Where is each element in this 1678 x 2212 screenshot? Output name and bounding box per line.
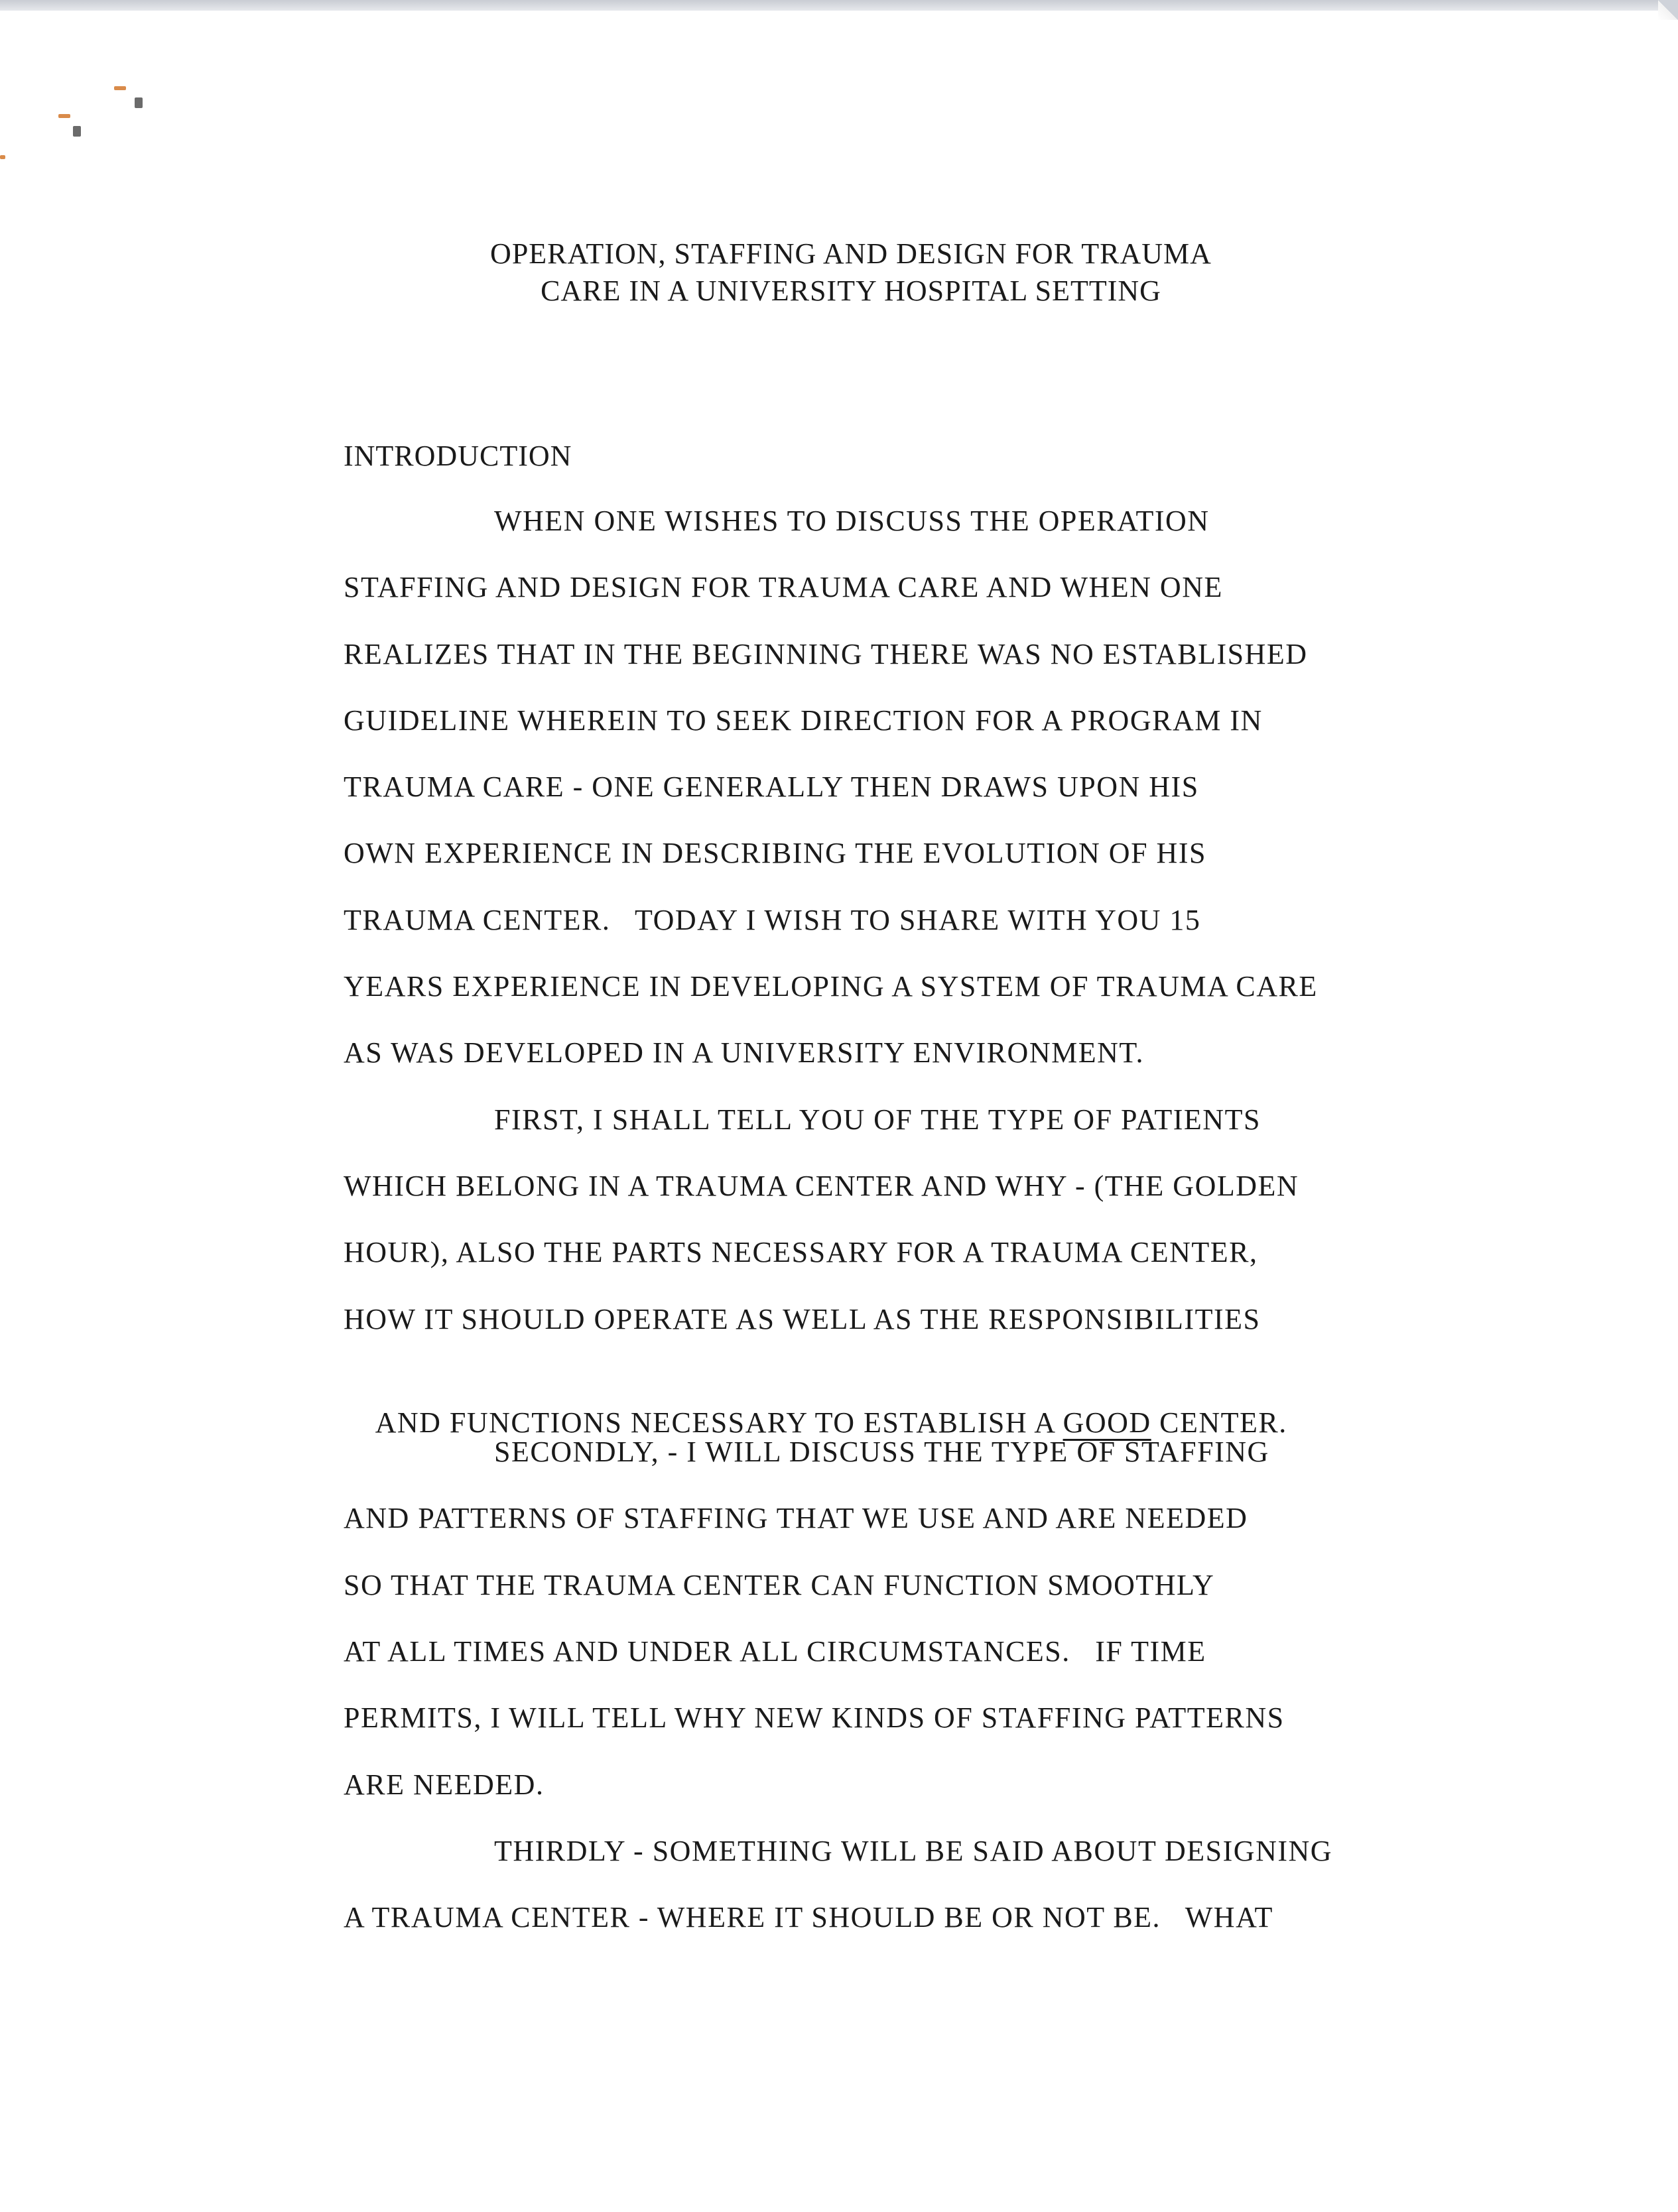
title-line-1: OPERATION, STAFFING AND DESIGN FOR TRAUMA: [490, 237, 1212, 270]
section-heading-introduction: INTRODUCTION: [344, 440, 572, 472]
rust-speck: [0, 155, 5, 159]
body-line: HOUR), ALSO THE PARTS NECESSARY FOR A TRAUMA CENTER,: [344, 1236, 1258, 1269]
line-text-after: CENTER.: [1151, 1406, 1287, 1439]
body-line: AND PATTERNS OF STAFFING THAT WE USE AND ARE NEEDED: [344, 1502, 1248, 1535]
document-title: [12, 235, 1678, 310]
body-line: STAFFING AND DESIGN FOR TRAUMA CARE AND WHEN ONE: [344, 571, 1223, 604]
body-line: HOW IT SHOULD OPERATE AS WELL AS THE RESPONSIBILITIES: [344, 1302, 1261, 1335]
body-text: [344, 503, 1511, 1966]
body-line: ARE NEEDED.: [344, 1768, 545, 1801]
rust-speck: [114, 86, 126, 90]
underlined-word-good: GOOD: [1063, 1406, 1151, 1439]
line-text-before: AND FUNCTIONS NECESSARY TO ESTABLISH A: [375, 1406, 1063, 1439]
body-line: YEARS EXPERIENCE IN DEVELOPING A SYSTEM OF TRAUMA CARE: [344, 970, 1318, 1003]
body-line: WHEN ONE WISHES TO DISCUSS THE OPERATION: [494, 505, 1210, 537]
body-line: AT ALL TIMES AND UNDER ALL CIRCUMSTANCES. IF TIME: [344, 1635, 1206, 1668]
folded-page-corner: [1658, 0, 1678, 20]
body-line: FIRST, I SHALL TELL YOU OF THE TYPE OF PATIENTS: [494, 1103, 1261, 1136]
scan-top-edge: [0, 0, 1678, 11]
body-line: REALIZES THAT IN THE BEGINNING THERE WAS NO ESTABLISHED: [344, 637, 1308, 670]
ink-speck: [73, 126, 81, 137]
rust-speck: [58, 114, 70, 118]
body-line: THIRDLY - SOMETHING WILL BE SAID ABOUT DESIGNING: [494, 1834, 1333, 1867]
body-line: PERMITS, I WILL TELL WHY NEW KINDS OF STAFFING PATTERNS: [344, 1701, 1285, 1735]
ink-speck: [135, 97, 143, 108]
body-line: AS WAS DEVELOPED IN A UNIVERSITY ENVIRONMENT.: [344, 1036, 1144, 1070]
body-line: TRAUMA CARE - ONE GENERALLY THEN DRAWS UPON HIS: [344, 770, 1199, 804]
body-line: SECONDLY, - I WILL DISCUSS THE TYPE OF STAFFING: [494, 1436, 1269, 1469]
body-line: GUIDELINE WHEREIN TO SEEK DIRECTION FOR A PROGRAM IN: [344, 704, 1263, 737]
title-line-2: CARE IN A UNIVERSITY HOSPITAL SETTING: [541, 275, 1161, 307]
body-line-with-underline: [344, 1367, 1511, 1439]
body-line: WHICH BELONG IN A TRAUMA CENTER AND WHY - (THE GOLDEN: [344, 1169, 1299, 1202]
body-line: SO THAT THE TRAUMA CENTER CAN FUNCTION SMOOTHLY: [344, 1568, 1215, 1601]
body-line: A TRAUMA CENTER - WHERE IT SHOULD BE OR NOT BE. WHAT: [344, 1901, 1273, 1934]
body-line: TRAUMA CENTER. TODAY I WISH TO SHARE WITH YOU 15: [344, 903, 1201, 936]
body-line: OWN EXPERIENCE IN DESCRIBING THE EVOLUTION OF HIS: [344, 837, 1206, 870]
